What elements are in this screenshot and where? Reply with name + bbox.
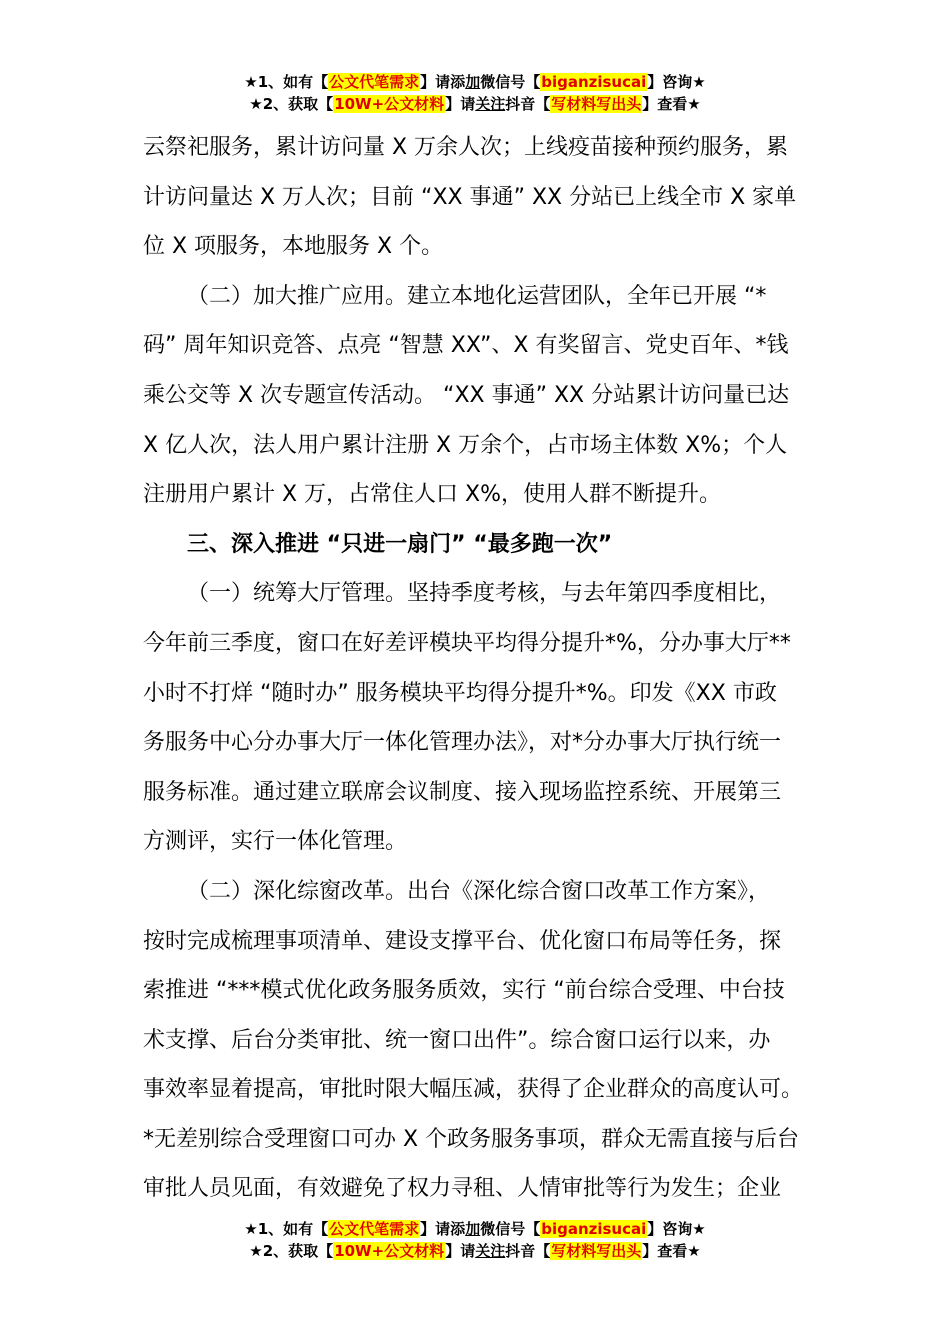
body-line: 计访问量达 X 万人次；目前 “XX 事通” XX 分站已上线全市 X 家单 bbox=[143, 184, 797, 210]
banner-text: ★1、如有【 bbox=[244, 1220, 329, 1238]
banner-text: 】请添 bbox=[420, 73, 466, 91]
banner-text: 】咨询★ bbox=[647, 1220, 706, 1238]
footer-banner bbox=[0, 1218, 950, 1262]
body-line: *无差别综合受理窗口可办 X 个政务服务事项，群众无需直接与后台 bbox=[143, 1126, 800, 1152]
banner-text: 】请添 bbox=[420, 1220, 466, 1238]
highlight-text: 10W+公文材料 bbox=[334, 1242, 445, 1260]
body-line: 服务标准。通过建立联席会议制度、接入现场监控系统、开展第三 bbox=[143, 779, 782, 805]
highlight-text: biganzisucai bbox=[541, 1220, 647, 1238]
banner-text: 加 bbox=[465, 1220, 481, 1238]
body-line: 小时不打烊 “随时办” 服务模块平均得分提升*%。印发《XX 市政 bbox=[143, 680, 777, 706]
body-line: 审批人员见面，有效避免了权力寻租、人情审批等行为发生；企业 bbox=[143, 1176, 782, 1202]
banner-text: ★2、获取【 bbox=[249, 1242, 334, 1260]
highlight-text: 公文代笔需求 bbox=[329, 1220, 420, 1238]
banner-text: 加 bbox=[465, 73, 481, 91]
banner-text: 关注 bbox=[475, 1242, 506, 1260]
banner-text: 抖音【 bbox=[505, 1242, 551, 1260]
banner-text: 关注 bbox=[475, 95, 506, 113]
banner-text: 】查看★ bbox=[642, 95, 701, 113]
body-line: 今年前三季度，窗口在好差评模块平均得分提升*%，分办事大厅** bbox=[143, 630, 791, 656]
highlight-text: 写材料写出头 bbox=[551, 1242, 642, 1260]
body-line: 注册用户累计 X 万，占常住人口 X%，使用人群不断提升。 bbox=[143, 482, 722, 508]
banner-line-1 bbox=[0, 1218, 950, 1240]
section-heading: 三、深入推进 “只进一扇门” “最多跑一次” bbox=[187, 531, 613, 557]
paragraph-start-line: （二）深化综窗改革。出台《深化综合窗口改革工作方案》， bbox=[187, 878, 771, 904]
banner-line-2 bbox=[0, 1240, 950, 1262]
highlight-text: 写材料写出头 bbox=[551, 95, 642, 113]
banner-text: 】查看★ bbox=[642, 1242, 701, 1260]
body-line: 术支撑、后台分类审批、统一窗口出件”。综合窗口运行以来，办 bbox=[143, 1027, 771, 1053]
header-banner bbox=[0, 71, 950, 115]
body-line: 索推进 “***模式优化政务服务质效，实行 “前台综合受理、中台技 bbox=[143, 978, 785, 1004]
banner-text: 】请 bbox=[445, 95, 476, 113]
banner-text: 微信号【 bbox=[480, 1220, 541, 1238]
banner-line-2 bbox=[0, 93, 950, 115]
banner-text: 抖音【 bbox=[505, 95, 551, 113]
banner-text: ★1、如有【 bbox=[244, 73, 329, 91]
banner-text: 】请 bbox=[445, 1242, 476, 1260]
body-line: 事效率显着提高，审批时限大幅压减，获得了企业群众的高度认可。 bbox=[143, 1077, 804, 1103]
body-line: 位 X 项服务，本地服务 X 个。 bbox=[143, 234, 444, 260]
body-line: 方测评，实行一体化管理。 bbox=[143, 829, 408, 855]
body-line: X 亿人次，法人用户累计注册 X 万余个，占市场主体数 X%；个人 bbox=[143, 432, 788, 458]
body-line: 务服务中心分办事大厅一体化管理办法》，对*分办事大厅执行统一 bbox=[143, 730, 782, 756]
body-line: 按时完成梳理事项清单、建设支撑平台、优化窗口布局等任务，探 bbox=[143, 928, 782, 954]
body-line: 乘公交等 X 次专题宣传活动。 “XX 事通” XX 分站累计访问量已达 bbox=[143, 382, 790, 408]
paragraph-start-line: （一）统筹大厅管理。坚持季度考核，与去年第四季度相比， bbox=[187, 581, 782, 607]
banner-text: 微信号【 bbox=[480, 73, 541, 91]
paragraph-start-line: （二）加大推广应用。建立本地化运营团队，全年已开展 “* bbox=[187, 283, 767, 309]
highlight-text: biganzisucai bbox=[541, 73, 647, 91]
highlight-text: 公文代笔需求 bbox=[329, 73, 420, 91]
banner-text: ★2、获取【 bbox=[249, 95, 334, 113]
body-line: 码” 周年知识竞答、点亮 “智慧 XX”、X 有奖留言、党史百年、*钱 bbox=[143, 333, 789, 359]
document-body bbox=[143, 123, 823, 1214]
body-line: 云祭祀服务，累计访问量 X 万余人次；上线疫苗接种预约服务，累 bbox=[143, 135, 789, 160]
highlight-text: 10W+公文材料 bbox=[334, 95, 445, 113]
banner-line-1 bbox=[0, 71, 950, 93]
banner-text: 】咨询★ bbox=[647, 73, 706, 91]
